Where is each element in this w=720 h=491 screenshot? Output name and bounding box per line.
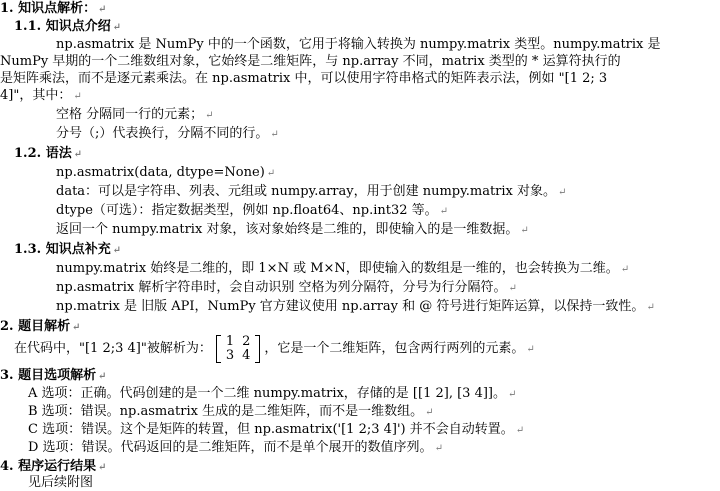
option-text: B 选项：错误。np.asmatrix 生成的是二维矩阵，而不是一维数组。	[28, 404, 424, 419]
heading-title: 知识点补充	[45, 242, 111, 257]
analysis-line	[14, 332, 535, 367]
matrix-cell: 4	[242, 347, 251, 363]
heading-3	[0, 367, 107, 385]
intro-line-1	[56, 36, 661, 53]
paragraph-mark: ↵	[520, 225, 529, 236]
heading-title: 知识点介绍	[45, 19, 111, 34]
paragraph-mark: ↵	[558, 187, 567, 198]
result-note	[28, 474, 93, 491]
paragraph-mark: ↵	[112, 22, 122, 33]
intro-line-3	[0, 70, 607, 87]
option-c	[28, 421, 524, 439]
analysis-text: 在代码中，"[1 2;3 4]"被解析为：	[14, 341, 212, 356]
supplement-text: numpy.matrix 始终是二维的，即 1×N 或 M×N，即使输入的数组是一维的，也会转换为二维。	[56, 261, 619, 276]
option-text: A 选项：正确。代码创建的是一个二维 numpy.matrix，存储的是 [[1 2], [3 4]]。	[28, 386, 506, 401]
matrix-cell: 3	[225, 347, 235, 363]
paragraph-mark: ↵	[98, 371, 107, 382]
heading-number: 1.3.	[14, 242, 42, 257]
heading-number: 2.	[0, 319, 14, 334]
paragraph-mark: ↵	[98, 4, 107, 15]
matrix-cell: 1	[225, 333, 235, 349]
intro-line-4	[0, 87, 82, 105]
semicolon-rule	[56, 125, 279, 143]
rule-text: 分号（;）代表换行，分隔不同的行。	[56, 126, 269, 141]
code-text: np.asmatrix(data, dtype=None)	[56, 165, 265, 180]
matrix-cell: 2	[242, 333, 251, 349]
option-d	[28, 439, 443, 457]
paragraph-mark: ↵	[270, 129, 279, 140]
paragraph-mark: ↵	[620, 264, 630, 275]
option-text: C 选项：错误。这个是矩阵的转置，但 np.asmatrix('[1 2;3 4]') 并不会自动转置。	[28, 422, 514, 437]
paragraph-mark: ↵	[73, 149, 83, 160]
intro-text: np.asmatrix 是 NumPy 中的一个函数，它用于将输入转换为 numpy.matrix 类型。numpy.matrix 是	[56, 37, 661, 52]
paragraph-mark: ↵	[73, 91, 82, 102]
heading-number: 1.2.	[14, 146, 42, 161]
supplement-text: np.asmatrix 解析字符串时，会自动识别 空格为列分隔符，分号为行分隔符。	[56, 280, 507, 295]
paragraph-mark: ↵	[508, 283, 517, 294]
heading-1-3	[14, 241, 121, 259]
paragraph-mark: ↵	[425, 407, 434, 418]
paragraph-mark: ↵	[266, 168, 276, 179]
heading-title: 题目解析	[18, 319, 71, 334]
supplement-line-1	[56, 260, 629, 278]
heading-number: 3.	[0, 368, 14, 383]
intro-line-2	[0, 53, 621, 70]
heading-1	[0, 0, 107, 18]
param-text: dtype（可选）：指定数据类型，例如 np.float64、np.int32 等。	[56, 203, 438, 218]
paragraph-mark: ↵	[205, 110, 214, 121]
paragraph-mark: ↵	[526, 344, 535, 355]
paragraph-mark: ↵	[507, 389, 517, 400]
intro-text: 是矩阵乘法，而不是逐元素乘法。在 np.asmatrix 中，可以使用字符串格式的矩阵表示法，例如 "[1 2; 3	[0, 71, 608, 86]
heading-1-1	[14, 18, 121, 36]
heading-1-2	[14, 145, 82, 163]
supplement-line-3	[56, 298, 655, 316]
syntax-dtype	[56, 202, 448, 220]
heading-number: 1.1.	[14, 19, 42, 34]
paragraph-mark: ↵	[439, 206, 449, 217]
option-b	[28, 403, 433, 421]
intro-text: 4]"，其中：	[0, 88, 72, 103]
heading-number: 1.	[0, 1, 14, 16]
heading-title: 题目选项解析	[18, 368, 97, 383]
intro-text: NumPy 早期的一个二维数组对象，它始终是二维矩阵，与 np.array 不同，matrix 类型的 * 运算符执行的	[0, 54, 621, 69]
paragraph-mark: ↵	[98, 462, 107, 473]
rule-text: 空格 分隔同一行的元素；	[56, 107, 204, 122]
syntax-signature	[56, 164, 275, 182]
heading-title: 语法	[45, 146, 72, 161]
paragraph-mark: ↵	[112, 245, 122, 256]
heading-title: 程序运行结果	[18, 459, 97, 474]
paragraph-mark: ↵	[434, 443, 443, 454]
result-text: 见后续附图	[28, 475, 94, 490]
return-text: 返回一个 numpy.matrix 对象，该对象始终是二维的，即使输入的是一维数据。	[56, 222, 519, 237]
paragraph-mark: ↵	[515, 425, 525, 436]
syntax-return	[56, 221, 529, 239]
space-rule	[56, 106, 214, 124]
parsed-matrix	[216, 335, 261, 363]
supplement-text: np.matrix 是 旧版 API，NumPy 官方建议使用 np.array 和 @ 符号进行矩阵运算，以保持一致性。	[56, 299, 645, 314]
option-a	[28, 385, 516, 403]
option-text: D 选项：错误。代码返回的是二维矩阵，而不是单个展开的数值序列。	[28, 440, 433, 455]
heading-number: 4.	[0, 459, 14, 474]
analysis-text: ，它是一个二维矩阵，包含两行两列的元素。	[264, 341, 525, 356]
supplement-line-2	[56, 279, 517, 297]
param-text: data：可以是字符串、列表、元组或 numpy.array，用于创建 numpy.matrix 对象。	[56, 184, 557, 199]
paragraph-mark: ↵	[72, 322, 81, 333]
syntax-data	[56, 183, 566, 201]
paragraph-mark: ↵	[646, 302, 655, 313]
heading-title: 知识点解析：	[18, 1, 97, 16]
